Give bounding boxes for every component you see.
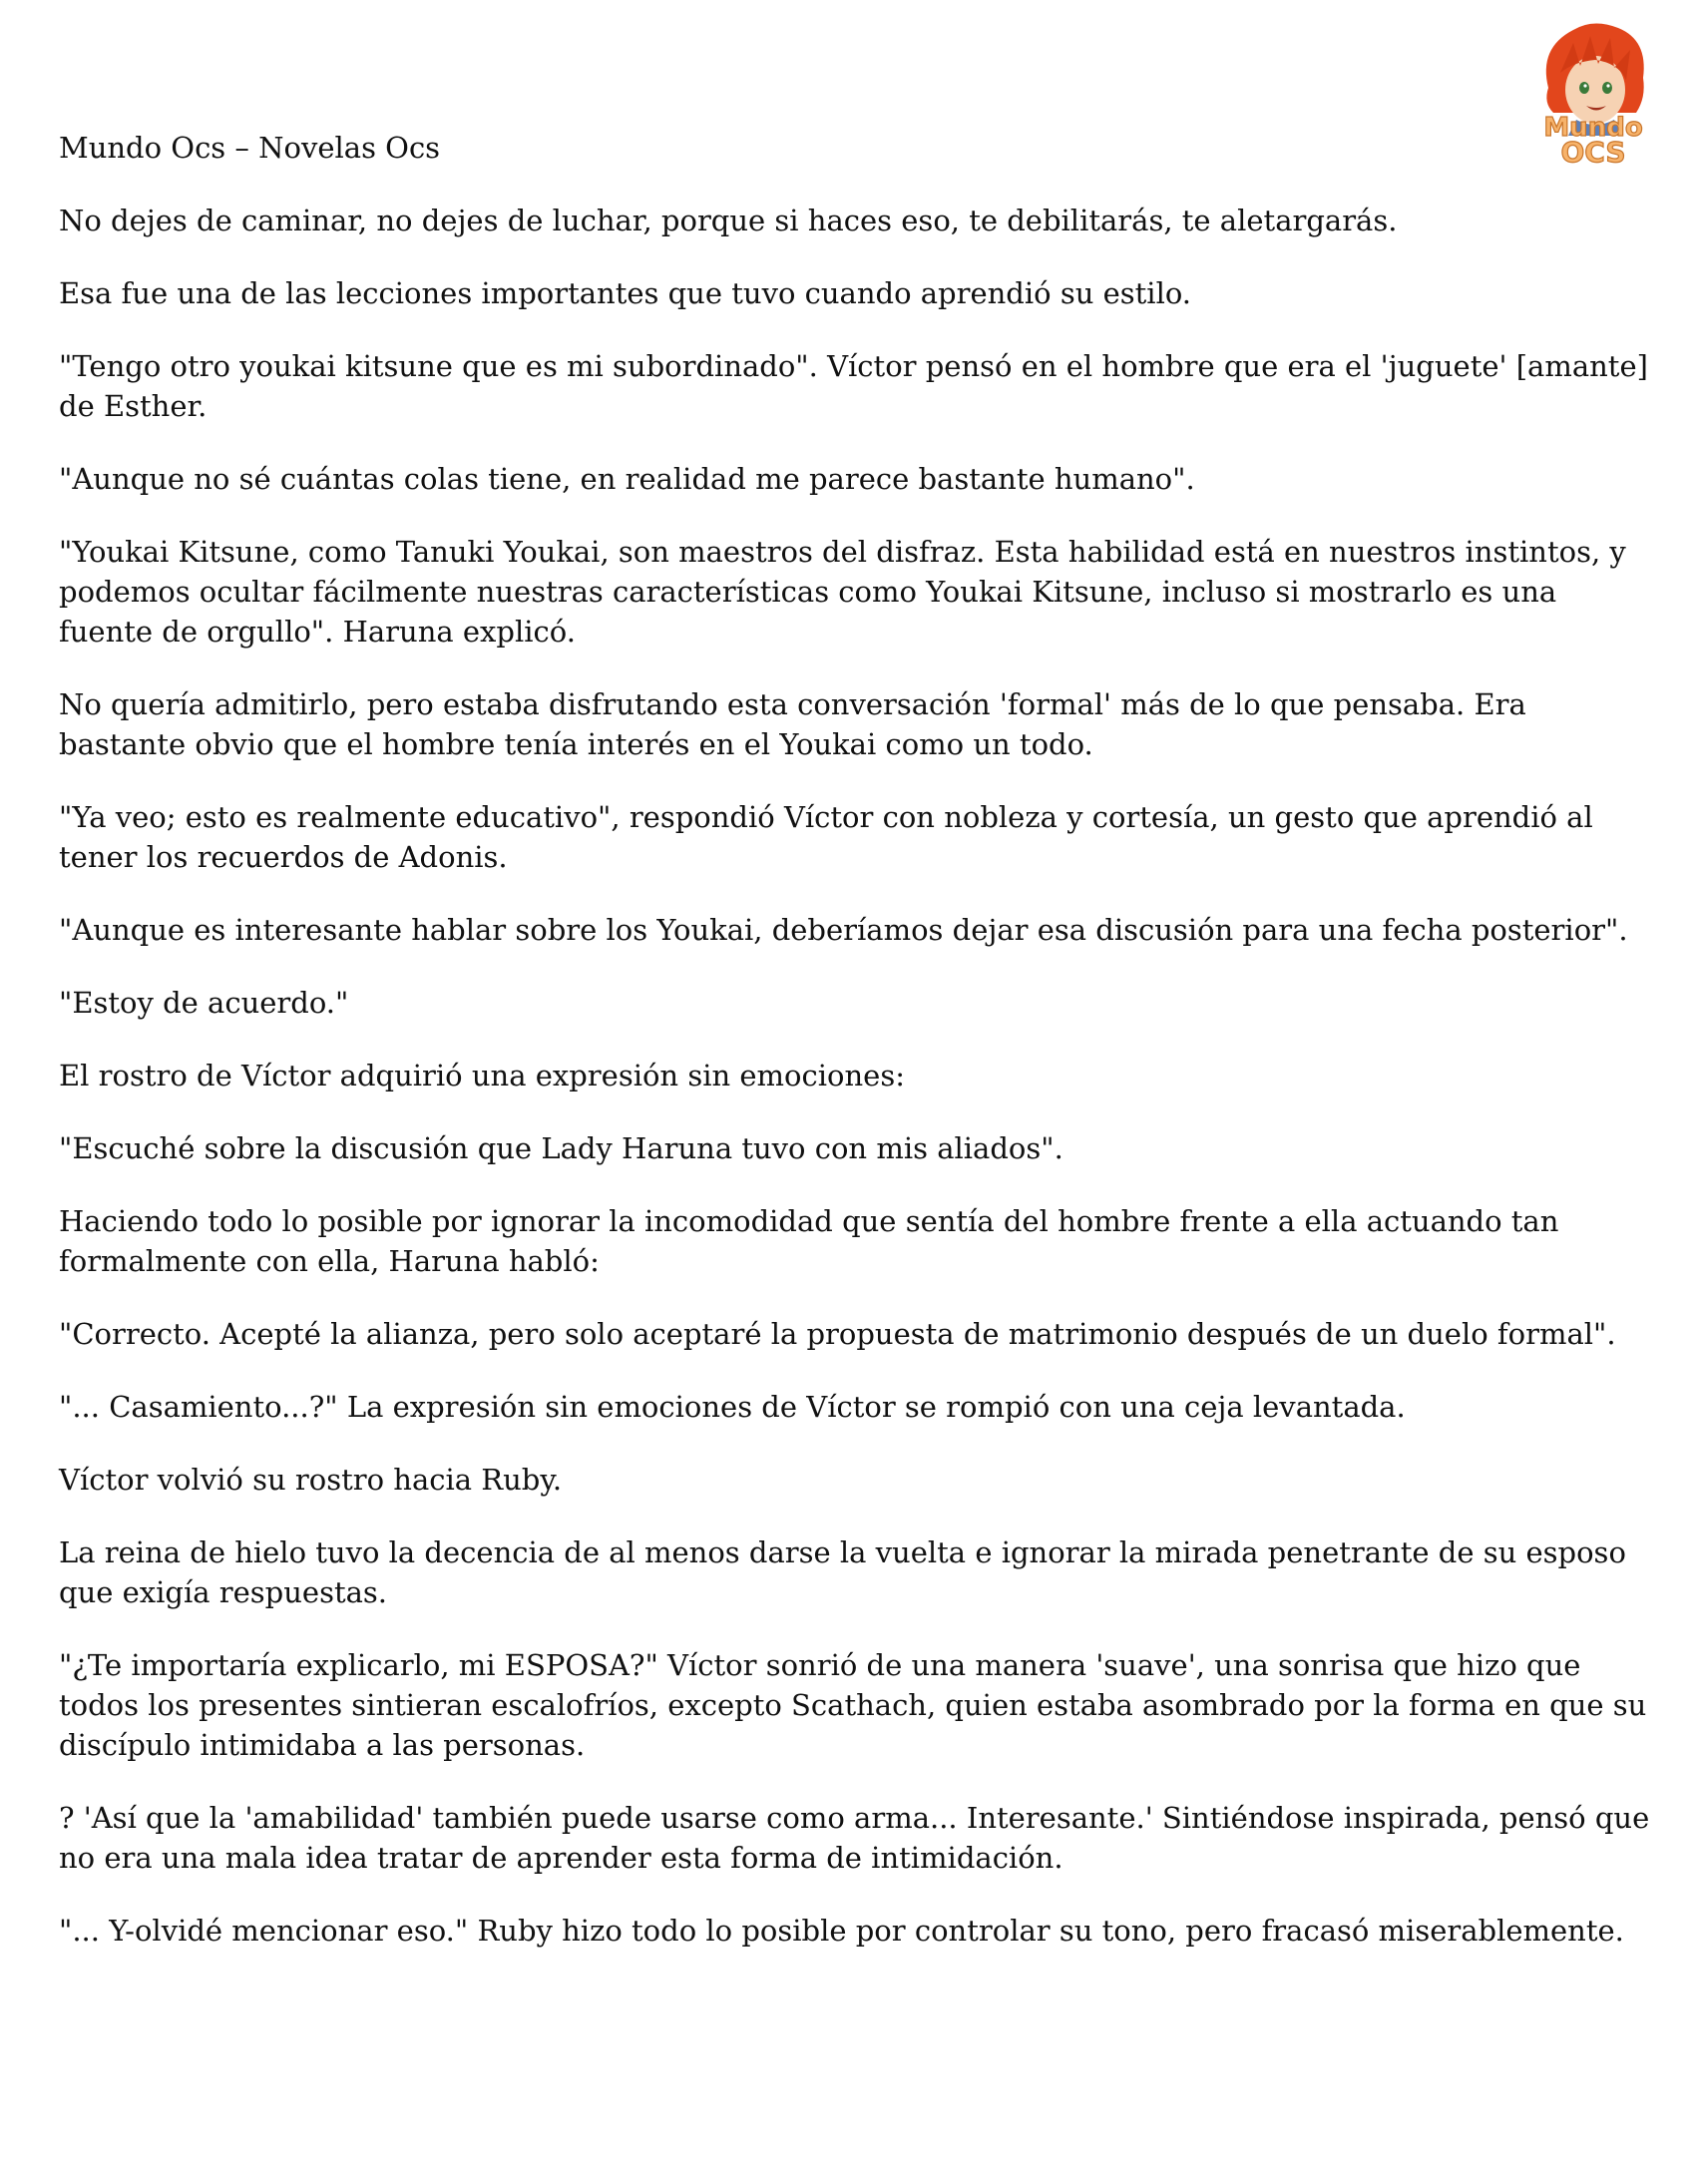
paragraph: "Tengo otro youkai kitsune que es mi subordinado". Víctor pensó en el hombre que era el 'juguete' [amante] de Esther. [59, 349, 1648, 423]
paragraph: "... Casamiento...?" La expresión sin emociones de Víctor se rompió con una ceja levantada. [59, 1390, 1406, 1424]
paragraph: "¿Te importaría explicarlo, mi ESPOSA?" Víctor sonrió de una manera 'suave', una sonrisa que hizo que todos los presentes sintieran escalofríos, excepto Scathach, quien estaba asombrado por la forma en que su discípulo intimidaba a las personas. [59, 1648, 1647, 1762]
logo-text-line2: OCS [1560, 136, 1626, 168]
paragraph: "Estoy de acuerdo." [59, 986, 349, 1020]
paragraph: "Aunque es interesante hablar sobre los Youkai, deberíamos dejar esa discusión para una fecha posterior". [59, 913, 1628, 947]
paragraph: "Youkai Kitsune, como Tanuki Youkai, son maestros del disfraz. Esta habilidad está en nuestros instintos, y podemos ocultar fácilmente nuestras características como Youkai Kitsune, incluso si mostrarlo es una fuente de orgullo". Haruna explicó. [59, 535, 1626, 649]
logo-text-line1: Mundo [1543, 113, 1643, 143]
paragraph: "Correcto. Acepté la alianza, pero solo aceptaré la propuesta de matrimonio después de un duelo formal". [59, 1317, 1616, 1351]
paragraph: No dejes de caminar, no dejes de luchar, porque si haces eso, te debilitarás, te aletargarás. [59, 204, 1398, 237]
document-header: Mundo Ocs – Novelas Ocs [59, 131, 441, 165]
paragraph: Haciendo todo lo posible por ignorar la incomodidad que sentía del hombre frente a ella actuando tan formalmente con ella, Haruna habló: [59, 1204, 1559, 1278]
document-body [59, 128, 1655, 1983]
paragraph: El rostro de Víctor adquirió una expresión sin emociones: [59, 1059, 905, 1092]
paragraph: No quería admitirlo, pero estaba disfrutando esta conversación 'formal' más de lo que pensaba. Era bastante obvio que el hombre tenía interés en el Youkai como un todo. [59, 687, 1526, 761]
paragraph: Víctor volvió su rostro hacia Ruby. [59, 1463, 563, 1497]
paragraph: "Escuché sobre la discusión que Lady Haruna tuvo con mis aliados". [59, 1131, 1063, 1165]
paragraph: La reina de hielo tuvo la decencia de al menos darse la vuelta e ignorar la mirada penetrante de su esposo que exigía respuestas. [59, 1535, 1626, 1609]
paragraph: ? 'Así que la 'amabilidad' también puede usarse como arma... Interesante.' Sintiéndose inspirada, pensó que no era una mala idea tratar de aprender esta forma de intimidación. [59, 1801, 1650, 1875]
paragraph: "Ya veo; esto es realmente educativo", respondió Víctor con nobleza y cortesía, un gesto que aprendió al tener los recuerdos de Adonis. [59, 800, 1593, 874]
paragraph: Esa fue una de las lecciones importantes que tuvo cuando aprendió su estilo. [59, 276, 1192, 310]
paragraph: "... Y-olvidé mencionar eso." Ruby hizo todo lo posible por controlar su tono, pero fracasó miserablemente. [59, 1914, 1624, 1948]
paragraph: "Aunque no sé cuántas colas tiene, en realidad me parece bastante humano". [59, 462, 1195, 496]
